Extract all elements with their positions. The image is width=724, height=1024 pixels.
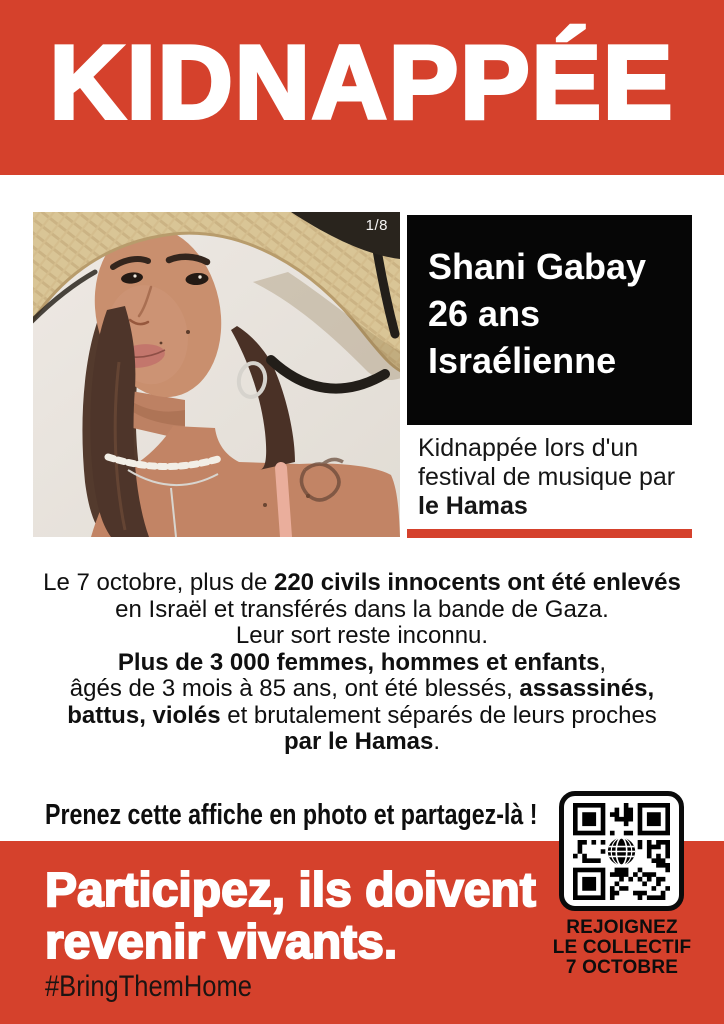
kidnap-context	[418, 434, 718, 521]
pink-strap	[281, 468, 286, 537]
qr-caption-line: REJOIGNEZ	[566, 917, 678, 938]
hostage-photo	[33, 212, 400, 537]
body-line: par le Hamas.	[283, 728, 441, 755]
globe-icon	[608, 837, 635, 864]
qr-caption	[546, 918, 698, 978]
qr-code-graphic	[573, 803, 670, 900]
body-line: Leur sort reste inconnu.	[235, 622, 489, 649]
body-line: âgés de 3 mois à 85 ans, ont été blessés, assassinés,	[69, 675, 655, 702]
subject-nationality: Israélienne	[428, 340, 617, 381]
portrait-illustration	[33, 212, 400, 537]
cta-line-1: Participez, ils doivent	[45, 864, 536, 917]
subject-name: Shani Gabay	[428, 246, 647, 287]
context-line-perpetrator: le Hamas	[418, 492, 528, 520]
context-line: Kidnappée lors d'un	[418, 434, 639, 462]
body-line: battus, violés et brutalement séparés de leurs proches	[67, 701, 657, 729]
subject-info-box	[407, 215, 692, 425]
photo-story-counter: 1/8	[365, 217, 388, 234]
qr-finder-bottom-left	[573, 867, 605, 899]
qr-caption-line: LE COLLECTIF	[552, 937, 692, 958]
red-divider	[407, 529, 692, 538]
qr-caption-line: 7 OCTOBRE	[565, 957, 679, 978]
hashtag: #BringThemHome	[45, 970, 252, 1003]
cta-line-2: revenir vivants.	[45, 916, 398, 969]
body-line: en Israël et transférés dans la bande de Gaza.	[115, 595, 609, 623]
qr-finder-top-right	[638, 803, 670, 835]
poster-title: KIDNAPPÉE	[49, 25, 675, 141]
qr-code	[559, 791, 684, 911]
body-line: Le 7 octobre, plus de 220 civils innocents ont été enlevés	[43, 569, 681, 596]
body-line: Plus de 3 000 femmes, hommes et enfants,	[117, 648, 607, 676]
context-line: festival de musique par	[418, 463, 676, 491]
qr-finder-top-left	[573, 803, 605, 835]
share-instruction: Prenez cette affiche en photo et partagez-là !	[45, 799, 538, 831]
subject-age: 26 ans	[428, 293, 541, 334]
top-banner	[0, 0, 724, 175]
body-paragraph	[0, 570, 724, 756]
